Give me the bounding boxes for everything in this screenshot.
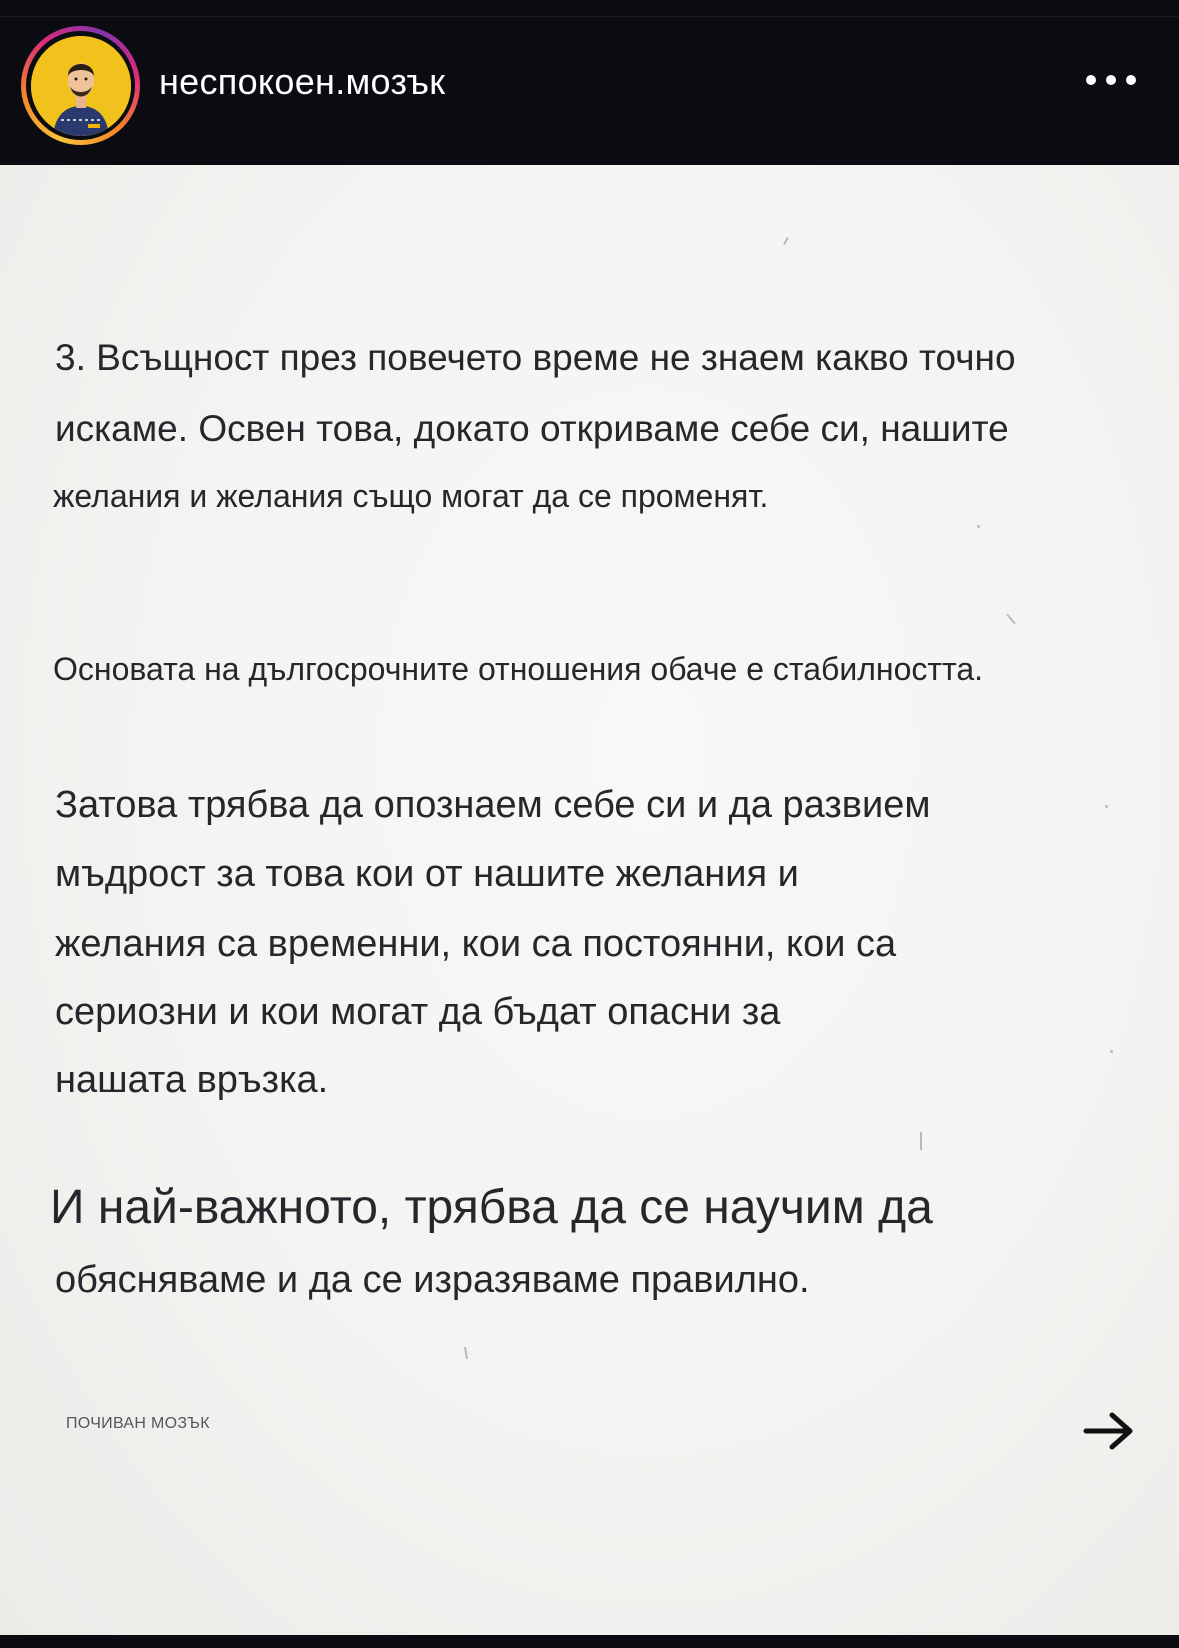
username[interactable]: неспокоен.мозък <box>159 61 446 102</box>
bottom-bar <box>0 1635 1179 1648</box>
paragraph-4-line-1: И най-важното, трябва да се научим да <box>50 1181 933 1234</box>
profile-avatar[interactable] <box>31 36 131 136</box>
paragraph-3-line-3: желания са временни, кои са постоянни, кои са <box>55 923 897 965</box>
paper-speck <box>1006 614 1015 624</box>
brand-label: ПОЧИВАН МОЗЪК <box>66 1415 210 1432</box>
paper-speck <box>783 237 789 245</box>
paper-speck <box>920 1132 922 1150</box>
paper-speck <box>977 525 980 528</box>
arrow-right-icon[interactable] <box>1082 1411 1136 1451</box>
paragraph-1-line-3: желания и желания също могат да се променят. <box>53 478 769 514</box>
post-header <box>0 0 1179 165</box>
paper-speck <box>1110 1050 1113 1053</box>
paragraph-3-line-5: нашата връзка. <box>55 1059 329 1101</box>
avatar-illustration-icon <box>31 36 131 136</box>
paper-speck <box>464 1347 468 1359</box>
paragraph-4-line-2: обясняваме и да се изразяваме правилно. <box>55 1259 810 1301</box>
paragraph-1-line-2: искаме. Освен това, докато откриваме себе си, нашите <box>55 408 1009 449</box>
paragraph-1-line-1: 3. Всъщност през повечето време не знаем какво точно <box>55 337 1016 378</box>
paragraph-2: Основата на дългосрочните отношения обаче е стабилността. <box>53 651 983 687</box>
paper-speck <box>1105 805 1108 808</box>
more-options-icon[interactable] <box>1086 70 1136 90</box>
post-image <box>0 165 1179 1635</box>
header-divider <box>0 16 1179 17</box>
paragraph-3-line-1: Затова трябва да опознаем себе си и да развием <box>55 784 931 826</box>
story-ring[interactable] <box>21 26 140 145</box>
paragraph-3-line-2: мъдрост за това кои от нашите желания и <box>55 853 799 895</box>
paragraph-3-line-4: сериозни и кои могат да бъдат опасни за <box>55 991 781 1033</box>
